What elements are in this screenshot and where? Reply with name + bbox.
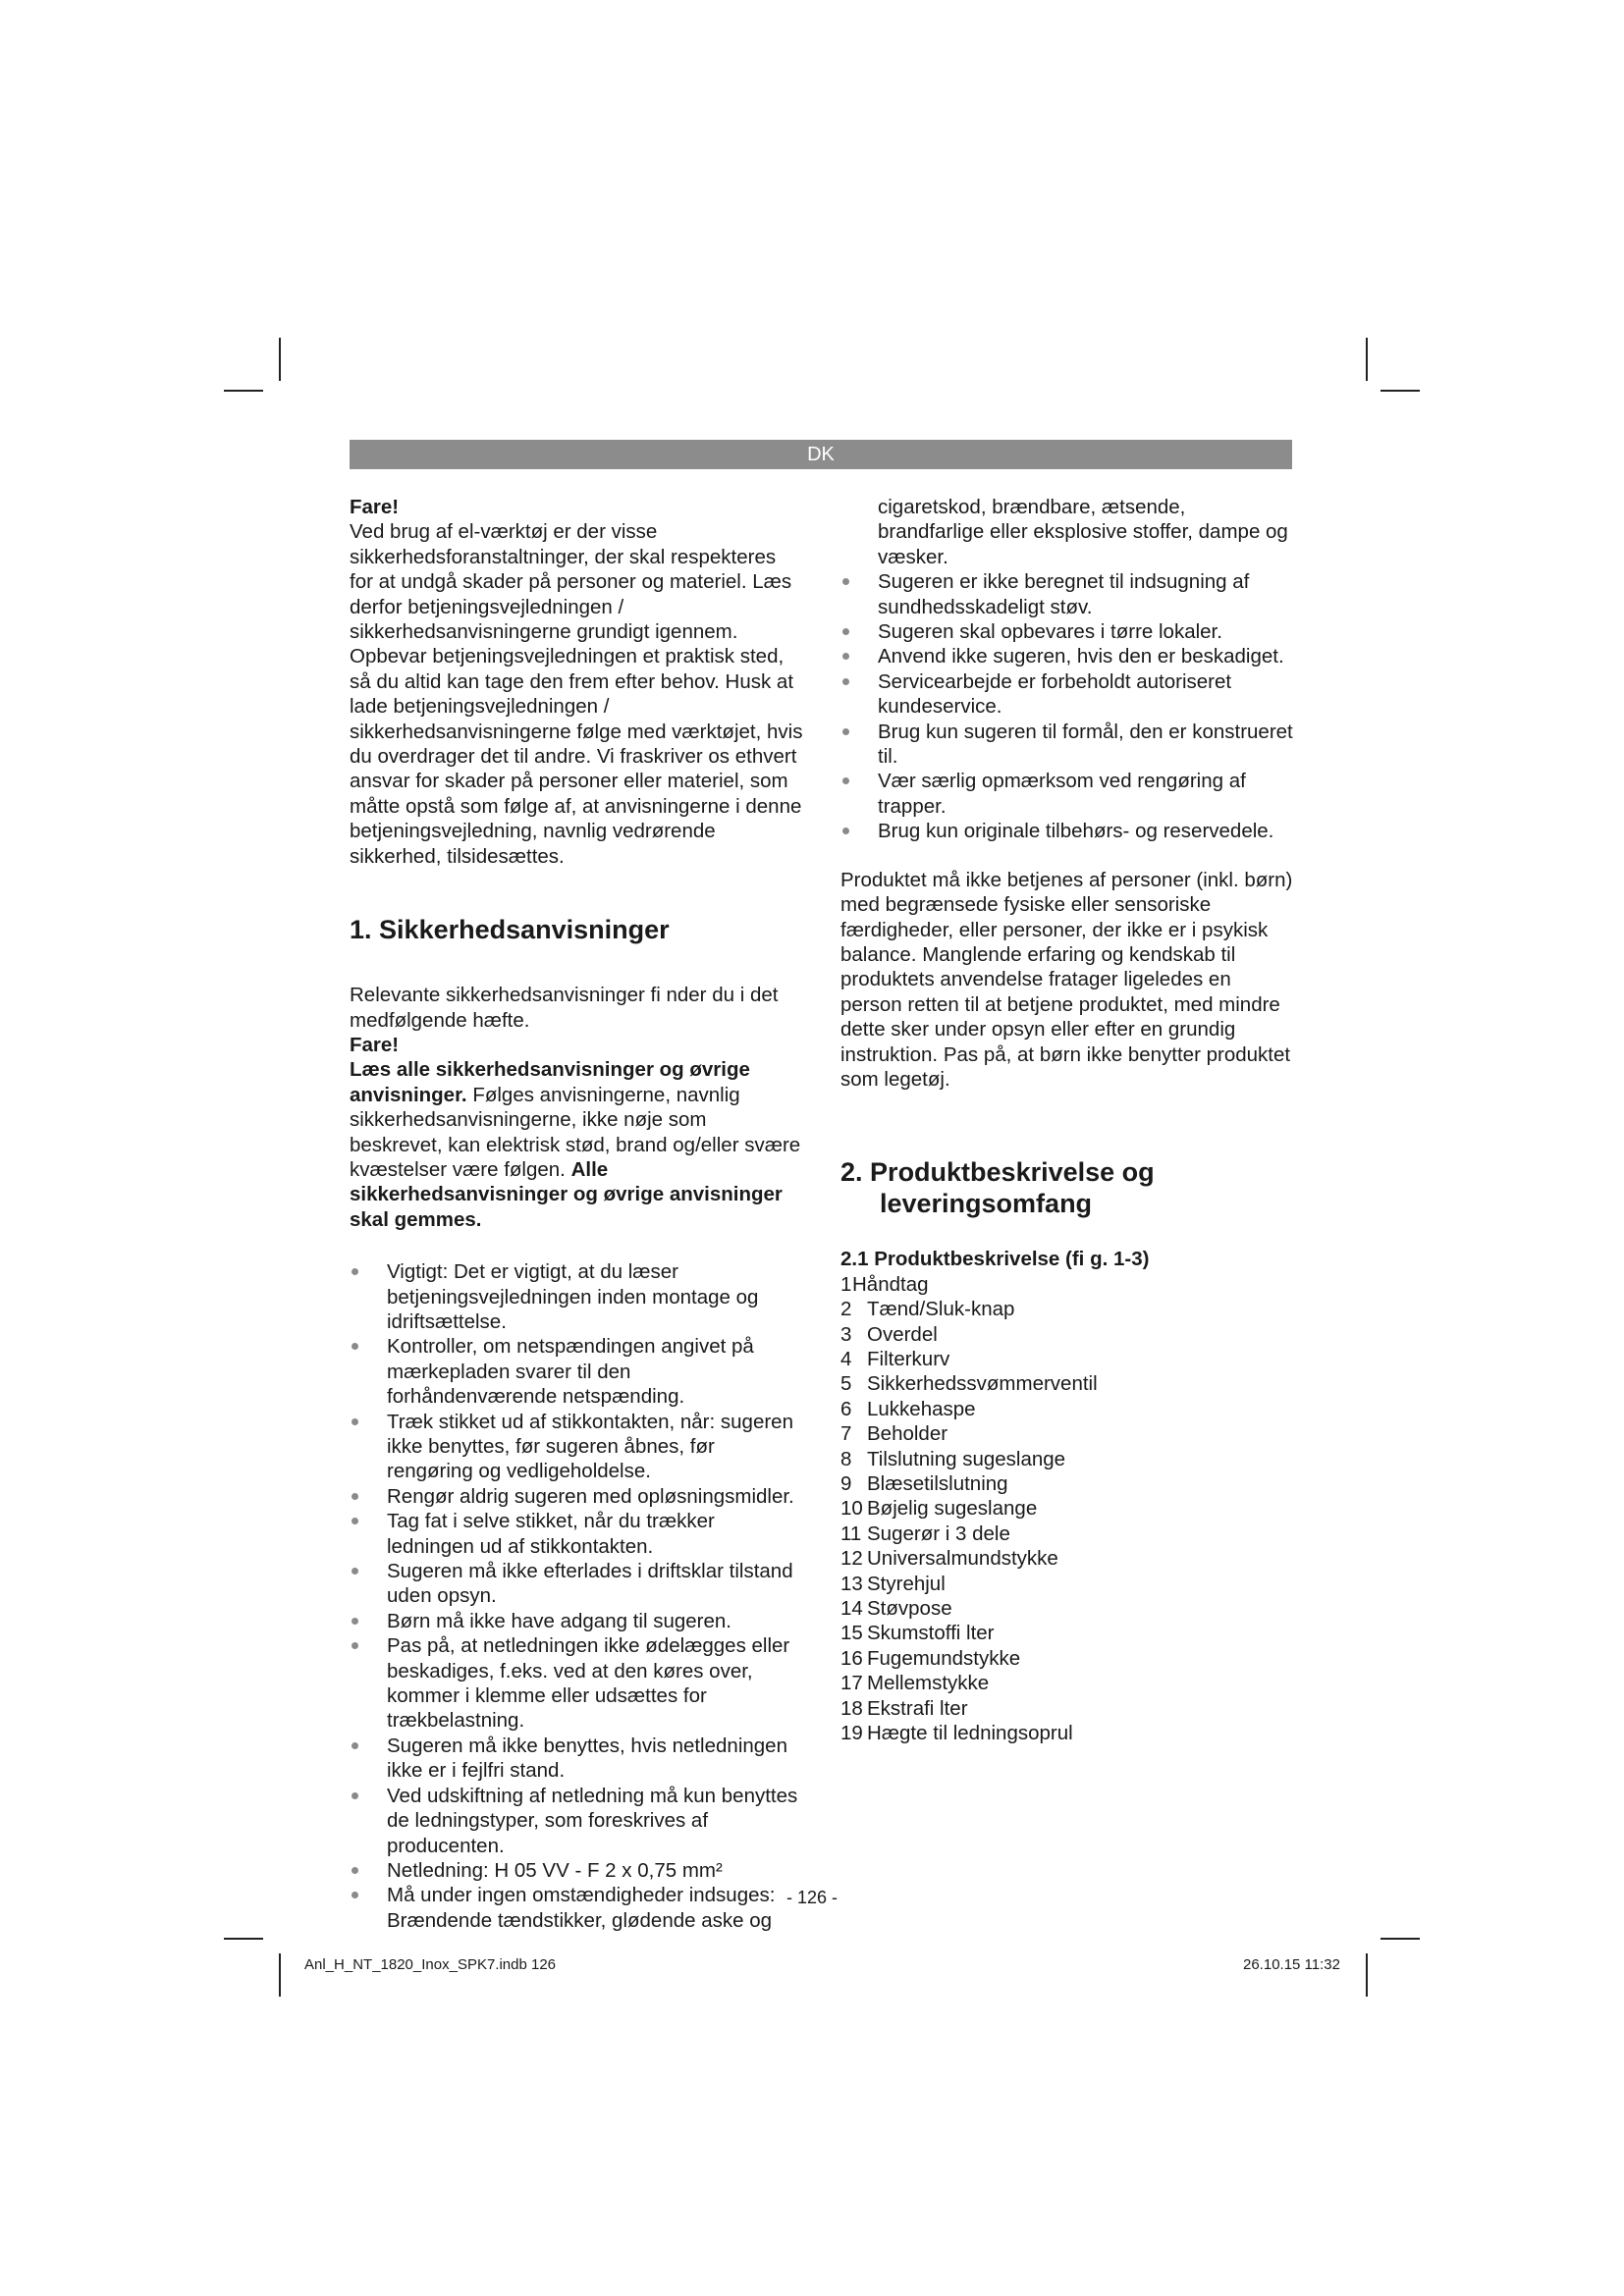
section-2-heading (840, 1156, 1294, 1219)
footer-date: 26.10.15 11:32 (1243, 1956, 1340, 1973)
list-item (840, 1471, 1294, 1496)
part-label: Hægte til ledningsoprul (867, 1722, 1073, 1745)
list-item: Vær særlig opmærksom ved rengøring af trapper. (840, 769, 1294, 819)
list-item: Servicearbejde er forbeholdt autoriseret kundeservice. (840, 669, 1294, 720)
part-number: 7 (840, 1422, 852, 1446)
part-number: 11 (840, 1522, 862, 1545)
section-2-title-line1: Produktbeskrivelse og (870, 1157, 1155, 1188)
list-item (840, 1421, 1294, 1446)
bullet-continuation: cigaretskod, brændbare, ætsende, brandfarlige eller eksplosive stoffer, dampe og væsker. (878, 496, 1288, 568)
part-label: Styrehjul (867, 1572, 946, 1595)
section-1-title: Sikkerhedsanvisninger (379, 915, 670, 945)
crop-mark-bottom-right (1380, 1938, 1420, 1940)
section-1-heading (350, 914, 803, 945)
crop-mark-top-right (1366, 338, 1368, 381)
language-header-bar (350, 440, 1292, 469)
list-item: Anvend ikke sugeren, hvis den er beskadiget. (840, 644, 1294, 668)
list-item: Brug kun originale tilbehørs- og reservedele. (840, 819, 1294, 843)
crop-mark-top-right (1380, 390, 1420, 392)
part-label: Bøjelig sugeslange (867, 1497, 1038, 1521)
page-number: - 126 - (785, 1888, 839, 1907)
part-number: 8 (840, 1447, 852, 1470)
section-1-number: 1. (350, 915, 372, 945)
parts-list (840, 1272, 1294, 1746)
part-number: 14 (840, 1597, 863, 1621)
list-item: Brug kun sugeren til formål, den er konstrueret til. (840, 720, 1294, 770)
list-item (840, 1671, 1294, 1695)
part-number: 2 (840, 1298, 852, 1321)
part-label: Universalmundstykke (867, 1547, 1058, 1571)
part-number: 15 (840, 1622, 863, 1645)
list-item (840, 1696, 1294, 1721)
part-number: 4 (840, 1347, 852, 1370)
part-number: 6 (840, 1397, 852, 1420)
section-2-number: 2. (840, 1157, 863, 1188)
part-label: Tilslutning sugeslange (867, 1447, 1066, 1470)
warning-2-bold-end: Alle sikkerhedsanvisninger og øvrige anvisninger skal gemmes. (350, 1157, 783, 1231)
list-item (840, 1522, 1294, 1546)
warning-2-text: Følges anvisningerne, navnlig sikkerhedsanvisningerne, ikke nøje som beskrevet, kan elektrisk stød, brand og/eller svære kvæstelser være følgen. (350, 1083, 801, 1181)
list-item (840, 1596, 1294, 1621)
part-label: Blæsetilslutning (867, 1472, 1008, 1495)
list-item (840, 1347, 1294, 1371)
safety-bullet-list-continued (840, 569, 1294, 843)
list-item (840, 1447, 1294, 1471)
section-2-title-line2: leveringsomfang (880, 1189, 1093, 1219)
list-item: Vigtigt: Det er vigtigt, at du læser betjeningsvejledningen inden montage og idriftsættelse. (350, 1259, 803, 1334)
list-item (840, 1371, 1294, 1396)
list-item (840, 1621, 1294, 1645)
intro-paragraph: Ved brug af el-værktøj er der visse sikkerhedsforanstaltninger, der skal respekteres for at undgå skader på personer og materiel. Læs derfor betjeningsvejledningen / sikkerhedsanvisningerne grundigt igennem. Opbevar betjeningsvejledningen et praktisk sted, så du altid kan tage den frem efter behov. Husk at lade betjeningsvejledningen / sikkerhedsanvisningerne følge med værktøjet, hvis du overdrager det til andre. Vi fraskriver os ethvert ansvar for skader på personer eller materiel, som måtte opstå som følge af, at anvisningerne i denne betjeningsvejledning, navnlig vedrørende sikkerhed, tilsidesættes. (350, 520, 803, 868)
list-item: Kontroller, om netspændingen angivet på mærkepladen svarer til den forhåndenværende netspænding. (350, 1334, 803, 1409)
list-item: Sugeren må ikke efterlades i driftsklar tilstand uden opsyn. (350, 1559, 803, 1609)
crop-mark-bottom-right (1366, 1953, 1368, 1997)
part-number: 19 (840, 1722, 863, 1745)
list-item (840, 1572, 1294, 1596)
part-number: 3 (840, 1322, 852, 1346)
list-item: Børn må ikke have adgang til sugeren. (350, 1609, 803, 1633)
warning-2-paragraph (350, 1057, 803, 1232)
part-label: Håndtag (852, 1272, 929, 1296)
part-label: Fugemundstykke (867, 1646, 1021, 1670)
list-item (840, 1297, 1294, 1321)
crop-mark-bottom-left (224, 1938, 263, 1940)
part-number: 10 (840, 1497, 863, 1521)
list-item: Sugeren må ikke benyttes, hvis netledningen ikke er i fejlfri stand. (350, 1734, 803, 1784)
list-item (840, 1496, 1294, 1521)
list-item: Sugeren er ikke beregnet til indsugning af sundhedsskadeligt støv. (840, 569, 1294, 619)
part-label: Sugerør i 3 dele (867, 1522, 1010, 1545)
list-item: Rengør aldrig sugeren med opløsningsmidler. (350, 1484, 803, 1509)
part-label: Beholder (867, 1422, 948, 1446)
list-item: Må under ingen omstændigheder indsuges: Brændende tændstikker, glødende aske og (350, 1883, 803, 1933)
part-label: Mellemstykke (867, 1672, 990, 1695)
part-number: 17 (840, 1672, 863, 1695)
part-label: Tænd/Sluk-knap (867, 1298, 1015, 1321)
crop-mark-top-left (279, 338, 281, 381)
part-label: Lukkehaspe (867, 1397, 976, 1420)
part-number: 12 (840, 1547, 863, 1571)
left-column (350, 495, 803, 1933)
list-item: Træk stikket ud af stikkontakten, når: sugeren ikke benyttes, før sugeren åbnes, før rengøring og vedligeholdelse. (350, 1410, 803, 1484)
part-number: 5 (840, 1372, 852, 1396)
list-item: Tag fat i selve stikket, når du trækker ledningen ud af stikkontakten. (350, 1509, 803, 1559)
part-label: Ekstrafi lter (867, 1696, 968, 1720)
list-item: Ved udskiftning af netledning må kun benyttes de ledningstyper, som foreskrives af producenten. (350, 1784, 803, 1858)
list-item: Sugeren skal opbevares i tørre lokaler. (840, 619, 1294, 644)
language-label: DK (807, 444, 835, 465)
crop-mark-bottom-left (279, 1953, 281, 1997)
part-label: Skumstoffi lter (867, 1622, 995, 1645)
part-number: 13 (840, 1572, 863, 1595)
list-item (840, 1721, 1294, 1745)
part-label: Støvpose (867, 1597, 952, 1621)
list-item (840, 1322, 1294, 1347)
part-number: 1 (840, 1272, 852, 1296)
list-item: Netledning: H 05 VV - F 2 x 0,75 mm² (350, 1858, 803, 1883)
part-number: 18 (840, 1696, 863, 1720)
part-number: 9 (840, 1472, 852, 1495)
list-item (840, 1272, 1294, 1297)
list-item (840, 1546, 1294, 1571)
children-safety-paragraph: Produktet må ikke betjenes af personer (inkl. børn) med begrænsede fysiske eller sensoriske færdigheder, eller personer, der ikke er i psykisk balance. Manglende erfaring og kendskab til produktets anvendelse fratager ligeledes en person retten til at betjene produktet, med mindre dette sker under opsyn eller efter en grundig instruktion. Pas på, at børn ikke benytter produktet som legetøj. (840, 868, 1293, 1091)
footer-file-info: Anl_H_NT_1820_Inox_SPK7.indb 126 (304, 1956, 557, 1973)
part-label: Overdel (867, 1322, 938, 1346)
list-item (840, 1397, 1294, 1421)
subsection-2-1-heading: 2.1 Produktbeskrivelse (fi g. 1-3) (840, 1248, 1150, 1271)
list-item (840, 1646, 1294, 1671)
right-column (840, 495, 1294, 1745)
relevant-instructions: Relevante sikkerhedsanvisninger fi nder du i det medfølgende hæfte. (350, 984, 779, 1032)
warning-2-title: Fare! (350, 1033, 400, 1056)
warning-2-bold: Læs alle sikkerhedsanvisninger og øvrige anvisninger. (350, 1058, 750, 1106)
list-item: Pas på, at netledningen ikke ødelægges eller beskadiges, f.eks. ved at den køres over, kommer i klemme eller udsættes for trækbelastning. (350, 1633, 803, 1734)
part-label: Sikkerhedssvømmerventil (867, 1372, 1098, 1396)
part-label: Filterkurv (867, 1347, 950, 1370)
warning-title: Fare! (350, 496, 400, 518)
safety-bullet-list (350, 1259, 803, 1933)
part-number: 16 (840, 1646, 863, 1670)
crop-mark-top-left (224, 390, 263, 392)
